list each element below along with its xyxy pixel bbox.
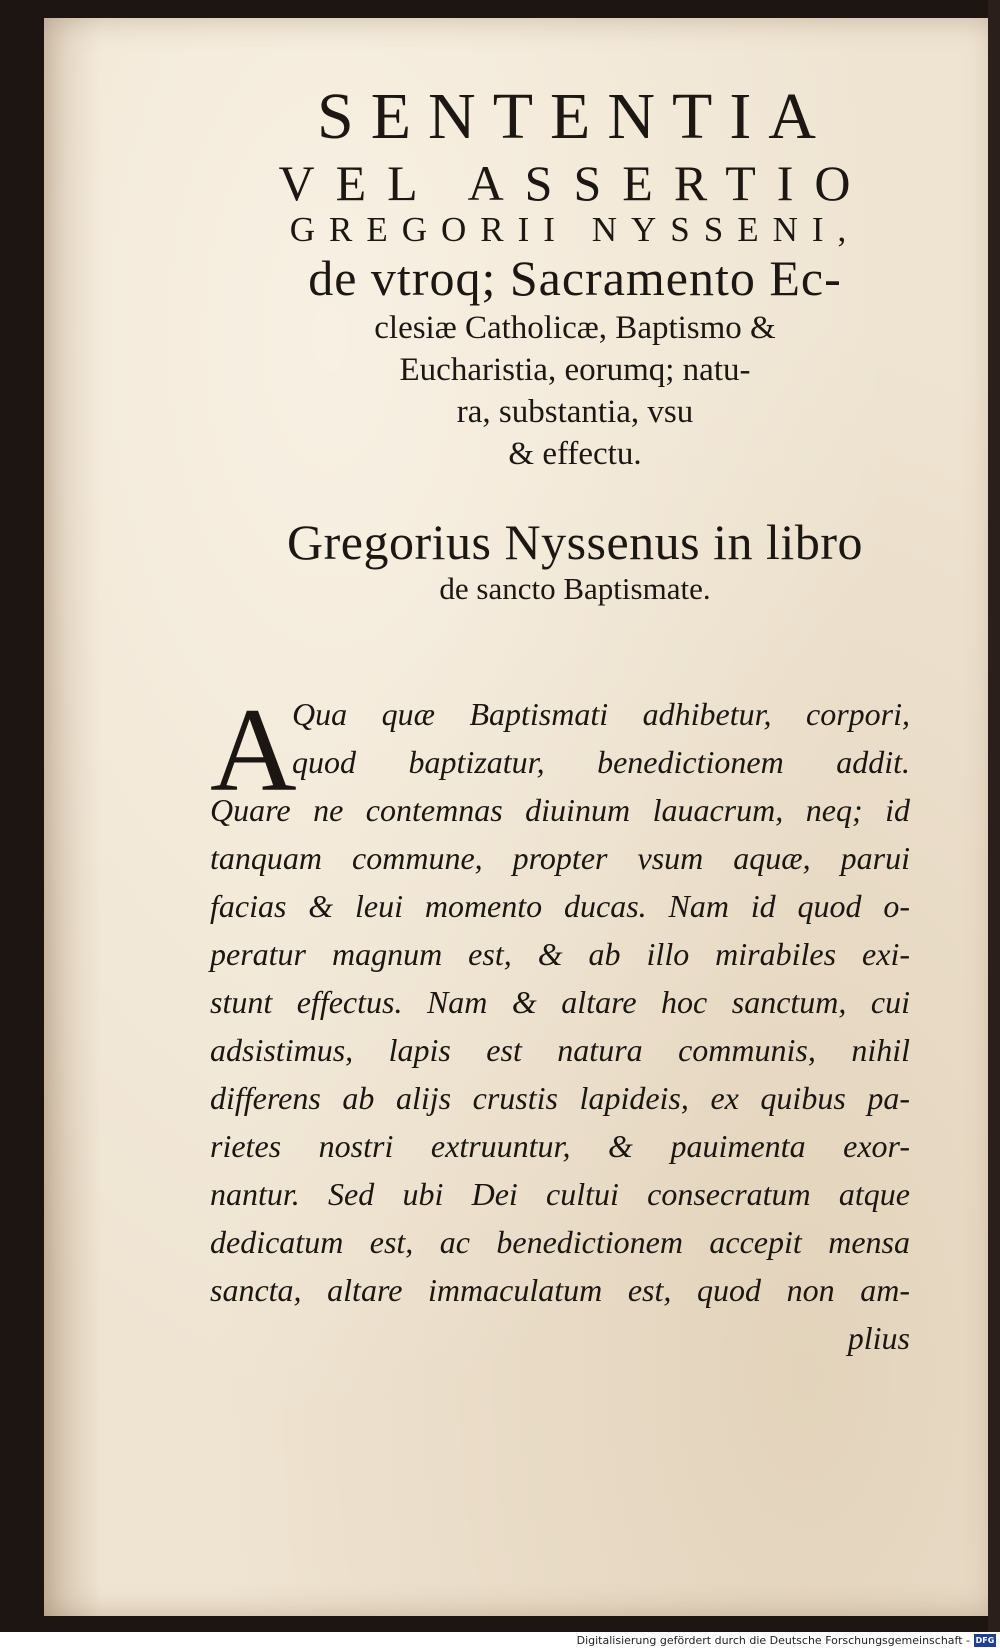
body-line: stunt effectus. Nam & altare hoc sanctum, cui	[210, 984, 910, 1020]
body-line: peratur magnum est, & ab illo mirabiles exi-	[210, 936, 910, 972]
catchword: plius	[847, 1320, 910, 1356]
body-line: sancta, altare immaculatum est, quod non am-	[210, 1272, 910, 1308]
title-line-8: & effectu.	[508, 436, 642, 472]
footer-bar	[0, 1632, 1000, 1650]
body-line: nantur. Sed ubi Dei cultui consecratum atque	[210, 1176, 910, 1212]
page-edge	[988, 0, 1000, 1632]
body-paragraph	[210, 683, 910, 1362]
body-line: Qua quæ Baptismati adhibetur, corpori,	[292, 696, 910, 732]
body-line: quod baptizatur, benedictionem addit.	[292, 744, 910, 780]
body-line: rietes nostri extruuntur, & pauimenta exor-	[210, 1128, 910, 1164]
section-subheading: de sancto Baptismate.	[439, 571, 711, 606]
section-heading: Gregorius Nyssenus in libro	[287, 514, 863, 570]
body-line: differens ab alijs crustis lapideis, ex quibus pa-	[210, 1080, 910, 1116]
body-line: Quare ne contemnas diuinum lauacrum, neq; id	[210, 792, 910, 828]
body-line: tanquam commune, propter vsum aquæ, parui	[210, 840, 910, 876]
title-line-6: Eucharistia, eorumq; natu-	[399, 352, 751, 388]
title-line-3: GREGORII NYSSENI,	[289, 210, 861, 249]
footer-credit: Digitalisierung gefördert durch die Deutsche Forschungsgemeinschaft -	[576, 1634, 970, 1647]
title-line-1: SENTENTIA	[317, 80, 833, 153]
title-line-4: de vtroq; Sacramento Ec-	[308, 250, 842, 306]
body-line: dedicatum est, ac benedictionem accepit mensa	[210, 1224, 910, 1260]
body-line: facias & leui momento ducas. Nam id quod o-	[210, 888, 910, 924]
title-line-5: clesiæ Catholicæ, Baptismo &	[374, 310, 776, 346]
title-block	[205, 74, 945, 604]
body-line: adsistimus, lapis est natura communis, nihil	[210, 1032, 910, 1068]
title-line-2: VEL ASSERTIO	[278, 155, 872, 211]
dfg-logo: DFG	[975, 1636, 995, 1645]
title-line-7: ra, substantia, vsu	[456, 394, 694, 430]
drop-cap: A	[210, 683, 297, 816]
